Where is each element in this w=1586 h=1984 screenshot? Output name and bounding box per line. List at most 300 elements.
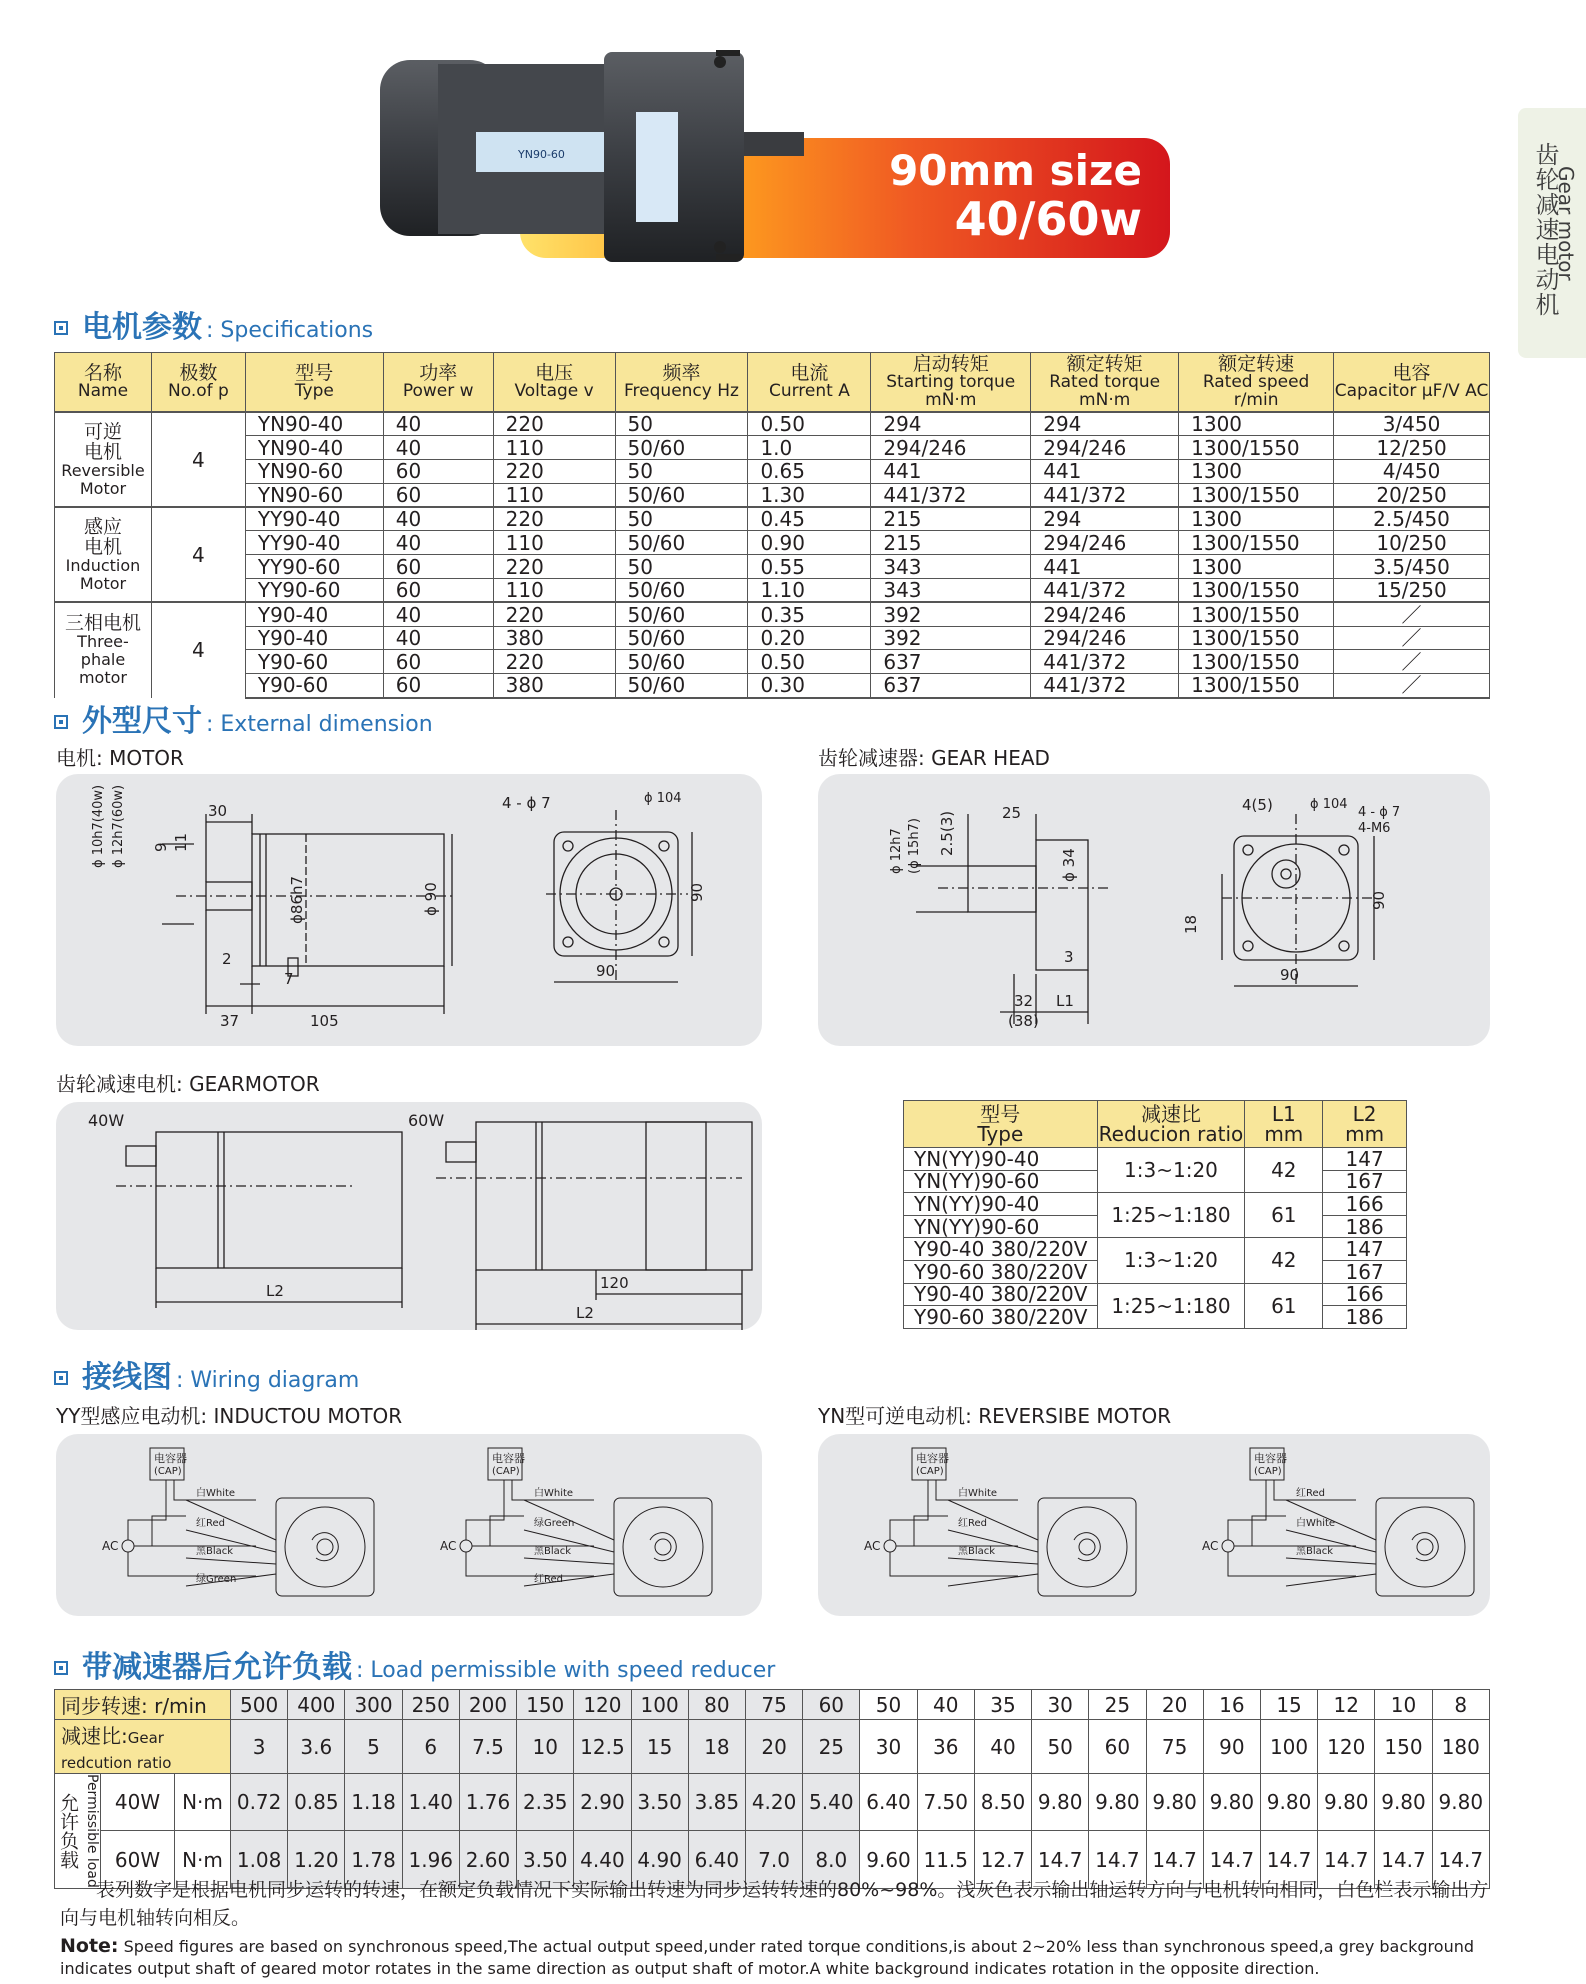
spec-cell: 50: [615, 412, 748, 436]
spec-cell: 15/250: [1334, 579, 1490, 603]
spec-header-cn: 频率: [662, 362, 701, 384]
gearhead-drawing-panel: [818, 774, 1490, 1046]
spec-header-en: Type: [294, 381, 334, 401]
wire-2-label: 红Red: [196, 1518, 225, 1529]
spec-cell: 294/246: [1031, 436, 1179, 460]
load-torque: 3.50: [631, 1774, 688, 1831]
spec-cell: 1300: [1179, 555, 1334, 579]
spec-cell: 40: [383, 626, 493, 650]
spec-cell: YN90-60: [245, 483, 383, 507]
ratio-header-en: Type: [977, 1122, 1024, 1146]
spec-header-en: Current A: [768, 381, 850, 401]
spec-header-en: Rated speed r/min: [1202, 372, 1310, 410]
load-torque: 8.50: [974, 1774, 1031, 1831]
section-specs-cn: 电机参数: [82, 310, 202, 345]
wiring-panel-yn: [818, 1434, 1490, 1616]
spec-cell: ／: [1334, 674, 1490, 698]
wire-2-label: 红Red: [958, 1518, 987, 1529]
gearhead-drawing: [818, 774, 1490, 1046]
note-text: Speed figures are based on synchronous speed,The actual output speed,under rated torque conditions,is about 2~20% less than synchronous speed,a grey background indicates output shaft of geared motor rotates in the same direction as output shaft of motor.A white background indicates rotation in the opposite direction.: [60, 1937, 1475, 1978]
load-torque: 9.80: [1203, 1774, 1260, 1831]
spec-header-cell: [1179, 353, 1334, 413]
spec-cell: 441: [1031, 555, 1179, 579]
ratio-value: 1:25~1:180: [1097, 1193, 1245, 1238]
spec-cell: 441/372: [1031, 674, 1179, 698]
spec-group-name: [55, 412, 152, 507]
spec-cell: 40: [383, 602, 493, 626]
spec-row: [55, 460, 1490, 484]
section-dimension-cn: 外型尺寸: [82, 704, 202, 739]
load-ratio: 18: [688, 1720, 745, 1774]
spec-poles: 4: [151, 602, 245, 697]
hero-power: 40/60w: [954, 192, 1142, 246]
spec-cell: 0.65: [748, 460, 871, 484]
motor-dim-d2: ϕ 12h7(60w): [111, 784, 126, 868]
spec-cell: 60: [383, 555, 493, 579]
spec-row: [55, 626, 1490, 650]
wiring-svg: [1156, 1434, 1496, 1616]
spec-cell: 40: [383, 412, 493, 436]
load-ratio: 6: [402, 1720, 459, 1774]
load-ratio: 10: [517, 1720, 574, 1774]
motor-dim-h: 105: [310, 1012, 339, 1030]
load-ratio: 15: [631, 1720, 688, 1774]
load-torque: 14.7: [1203, 1831, 1260, 1888]
spec-cell: YN90-60: [245, 460, 383, 484]
load-permissible-wrap: [55, 1774, 100, 1888]
load-torque: 7.0: [745, 1831, 802, 1888]
load-speed: 120: [574, 1690, 631, 1720]
spec-cell: 441/372: [1031, 579, 1179, 603]
spec-table: [54, 352, 1490, 699]
spec-header-cell: [871, 353, 1031, 413]
ratio-type: Y90-40 380/220V: [904, 1238, 1098, 1261]
cap-label-en: (CAP): [492, 1466, 520, 1477]
load-torque: 14.7: [1146, 1831, 1203, 1888]
spec-cell: 1.30: [748, 483, 871, 507]
spec-cell: 12/250: [1334, 436, 1490, 460]
spec-header-cn: 额定转速: [1218, 353, 1295, 375]
spec-cell: 50/60: [615, 579, 748, 603]
spec-cell: 294: [1031, 412, 1179, 436]
spec-header-cell: [1031, 353, 1179, 413]
ratio-l2: 166: [1323, 1193, 1407, 1216]
load-torque: 2.35: [517, 1774, 574, 1831]
spec-cell: 2.5/450: [1334, 507, 1490, 531]
spec-cell: 1300/1550: [1179, 650, 1334, 674]
note-label: Note:: [60, 1935, 119, 1957]
load-speed: 100: [631, 1690, 688, 1720]
section-specs: [54, 302, 373, 346]
load-torque: 2.60: [459, 1831, 516, 1888]
group-name-cn1: 感应: [83, 515, 122, 538]
spec-cell: 60: [383, 579, 493, 603]
load-torque: 14.7: [1318, 1831, 1375, 1888]
load-speed: 50: [860, 1690, 917, 1720]
load-torque: 3.85: [688, 1774, 745, 1831]
load-ratio: 25: [803, 1720, 860, 1774]
spec-cell: 0.50: [748, 412, 871, 436]
spec-cell: Y90-40: [245, 602, 383, 626]
load-speed: 10: [1375, 1690, 1432, 1720]
ratio-header-en: Reducion ratio: [1098, 1122, 1244, 1146]
spec-cell: 392: [871, 626, 1031, 650]
spec-header-cell: [493, 353, 615, 413]
wire-3-label: 黑Black: [196, 1546, 234, 1557]
gear-dim-c: ϕ 34: [1060, 848, 1078, 882]
spec-row: [55, 436, 1490, 460]
wiring-svg: [818, 1434, 1158, 1616]
spec-cell: 1300/1550: [1179, 626, 1334, 650]
ratio-type: YN(YY)90-40: [904, 1148, 1098, 1171]
spec-cell: 215: [871, 507, 1031, 531]
load-table: [54, 1689, 1490, 1889]
group-name-cn1: 可逆: [83, 420, 122, 443]
load-permissible-label: [55, 1774, 101, 1889]
load-permissible-cn: 允许负载: [57, 1792, 79, 1869]
spec-header-cell: [55, 353, 152, 413]
ratio-header-cn: 型号: [980, 1102, 1021, 1126]
load-torque: 9.80: [1260, 1774, 1317, 1831]
load-ratio: 120: [1318, 1720, 1375, 1774]
motor-drawing: [56, 774, 762, 1046]
load-speed: 35: [974, 1690, 1031, 1720]
gear-dim-side: 90: [1370, 890, 1388, 910]
ratio-value: 1:3~1:20: [1097, 1238, 1245, 1283]
section-wiring-cn: 接线图: [82, 1360, 172, 1395]
load-ratio: 3: [231, 1720, 288, 1774]
motor-nameplate: YN90-60: [518, 148, 565, 161]
group-name-en1: Induction: [65, 555, 141, 575]
group-name-cn2: 电机: [83, 535, 122, 558]
spec-cell: 50/60: [615, 626, 748, 650]
load-speed: 12: [1318, 1690, 1375, 1720]
load-torque: 1.18: [345, 1774, 402, 1831]
section-dimension-en: : External dimension: [206, 712, 433, 737]
spec-row: [55, 483, 1490, 507]
spec-cell: 294: [1031, 507, 1179, 531]
load-torque: 14.7: [1375, 1831, 1432, 1888]
spec-cell: 4/450: [1334, 460, 1490, 484]
load-torque: 14.7: [1432, 1831, 1489, 1888]
ratio-type: YN(YY)90-60: [904, 1170, 1098, 1193]
load-speed-label: 同步转速: r/min: [55, 1690, 231, 1720]
cap-label-en: (CAP): [154, 1466, 182, 1477]
ratio-header-cell: [1097, 1101, 1245, 1148]
wire-1-label: 红Red: [1296, 1488, 1325, 1499]
spec-cell: 50: [615, 460, 748, 484]
load-torque: 1.78: [345, 1831, 402, 1888]
spec-cell: 50/60: [615, 650, 748, 674]
spec-cell: 220: [493, 507, 615, 531]
spec-cell: Y90-60: [245, 650, 383, 674]
spec-cell: 0.30: [748, 674, 871, 698]
spec-cell: 0.50: [748, 650, 871, 674]
ratio-value: 1:25~1:180: [1097, 1283, 1245, 1328]
spec-cell: 1300/1550: [1179, 483, 1334, 507]
ratio-header-en: mm: [1345, 1122, 1385, 1146]
load-ratio: 75: [1146, 1720, 1203, 1774]
spec-cell: 220: [493, 460, 615, 484]
load-torque: 3.50: [517, 1831, 574, 1888]
spec-header-cn: 电压: [535, 362, 574, 384]
section-wiring-en: : Wiring diagram: [176, 1368, 360, 1393]
load-speed: 8: [1432, 1690, 1489, 1720]
load-torque: 6.40: [860, 1774, 917, 1831]
load-torque: 0.72: [231, 1774, 288, 1831]
spec-header-row: [55, 353, 1490, 413]
ratio-row: [904, 1238, 1407, 1261]
wire-3-label: 黑Black: [1296, 1546, 1334, 1557]
load-speed: 300: [345, 1690, 402, 1720]
spec-row: [55, 579, 1490, 603]
ratio-value: 1:3~1:20: [1097, 1148, 1245, 1193]
load-torque: 9.80: [1089, 1774, 1146, 1831]
spec-header-cell: [748, 353, 871, 413]
spec-cell: 10/250: [1334, 531, 1490, 555]
spec-body: [55, 412, 1490, 698]
spec-cell: 50/60: [615, 483, 748, 507]
load-torque: 12.7: [974, 1831, 1031, 1888]
load-speed: 500: [231, 1690, 288, 1720]
cap-label-cn: 电容器: [1254, 1452, 1287, 1465]
load-ratio: 180: [1432, 1720, 1489, 1774]
cap-label-cn: 电容器: [492, 1452, 525, 1465]
group-name-en2: Motor: [79, 573, 127, 593]
load-ratio: 100: [1260, 1720, 1317, 1774]
group-name-en2: motor: [78, 668, 127, 688]
ratio-l1: 42: [1245, 1238, 1323, 1283]
spec-row: [55, 412, 1490, 436]
spec-cell: 0.45: [748, 507, 871, 531]
ratio-type: YN(YY)90-60: [904, 1215, 1098, 1238]
gear-dim-a: 2.5(3): [938, 810, 956, 856]
load-torque: 14.7: [1089, 1831, 1146, 1888]
gear-dim-e: 32: [1014, 992, 1034, 1010]
ratio-l1: 61: [1245, 1283, 1323, 1328]
spec-cell: 40: [383, 436, 493, 460]
load-body: [55, 1690, 1490, 1889]
load-speed: 40: [917, 1690, 974, 1720]
spec-cell: 110: [493, 531, 615, 555]
spec-cell: 40: [383, 507, 493, 531]
spec-header-cell: [151, 353, 245, 413]
ac-label: AC: [440, 1539, 457, 1553]
note-cn: 表列数字是根据电机同步运转的转速，在额定负载情况下实际输出转速为同步运转转速的80%~98%。浅灰色表示输出轴运转方向与电机转向相同，白色栏表示输出方向与电机轴转向相反。: [60, 1879, 1489, 1929]
spec-cell: 40: [383, 531, 493, 555]
section-bullet-icon: [54, 1661, 68, 1675]
wire-4-label: 绿Green: [196, 1574, 237, 1585]
spec-cell: 50/60: [615, 602, 748, 626]
ratio-l2: 167: [1323, 1170, 1407, 1193]
spec-cell: YN90-40: [245, 412, 383, 436]
motor-dim-f: 7: [284, 970, 294, 988]
spec-cell: 1300/1550: [1179, 579, 1334, 603]
spec-header-cn: 功率: [419, 362, 458, 384]
spec-cell: 20/250: [1334, 483, 1490, 507]
motor-photo: [378, 42, 858, 278]
spec-header-cn: 额定转矩: [1066, 353, 1143, 375]
spec-cell: 110: [493, 579, 615, 603]
cap-label-en: (CAP): [916, 1466, 944, 1477]
load-ratio: 20: [745, 1720, 802, 1774]
ratio-l2: 186: [1323, 1306, 1407, 1329]
load-speed: 80: [688, 1690, 745, 1720]
spec-cell: 1300/1550: [1179, 674, 1334, 698]
spec-cell: 0.90: [748, 531, 871, 555]
gear-dim-l1: L1: [1056, 992, 1074, 1010]
spec-cell: 294/246: [1031, 602, 1179, 626]
spec-cell: 0.55: [748, 555, 871, 579]
spec-header-cn: 极数: [179, 362, 218, 384]
spec-cell: 0.20: [748, 626, 871, 650]
gear-dim-d2: (ϕ 15h7): [907, 818, 922, 874]
spec-cell: 1300: [1179, 412, 1334, 436]
gear-dim-w: 90: [1280, 966, 1300, 984]
spec-cell: YY90-60: [245, 579, 383, 603]
wiring-diagram-yn-1: [818, 1434, 1158, 1620]
spec-row: [55, 531, 1490, 555]
spec-poles: 4: [151, 507, 245, 602]
spec-cell: 343: [871, 579, 1031, 603]
motor-dim-holes: 4 - ϕ 7: [502, 794, 551, 812]
spec-cell: 0.35: [748, 602, 871, 626]
note-en: [60, 1935, 1500, 1980]
gearmotor-drawing: [56, 1102, 762, 1330]
load-permissible-en: Permissible load: [84, 1774, 100, 1888]
spec-cell: 441/372: [871, 483, 1031, 507]
load-torque: 11.5: [917, 1831, 974, 1888]
load-speed: 25: [1089, 1690, 1146, 1720]
wire-1-label: 白White: [196, 1488, 236, 1499]
load-ratio: 30: [860, 1720, 917, 1774]
load-speed: 16: [1203, 1690, 1260, 1720]
spec-cell: 220: [493, 412, 615, 436]
ratio-header-row: [904, 1101, 1407, 1148]
gear-dim-pcd: ϕ 104: [1310, 797, 1348, 812]
spec-header-cn: 启动转矩: [912, 353, 989, 375]
ac-label: AC: [864, 1539, 881, 1553]
section-dimension: [54, 696, 433, 740]
motor-dim-g: 37: [220, 1012, 240, 1030]
section-bullet-icon: [54, 1371, 68, 1385]
spec-cell: Y90-40: [245, 626, 383, 650]
load-ratio: 60: [1089, 1720, 1146, 1774]
spec-row: [55, 650, 1490, 674]
load-ratio-row: [55, 1720, 1490, 1774]
side-tab-cn: 齿轮减速电动机: [1531, 142, 1559, 317]
load-ratio: 36: [917, 1720, 974, 1774]
spec-cell: 294/246: [871, 436, 1031, 460]
wiring-svg: [394, 1434, 734, 1616]
spec-cell: 220: [493, 555, 615, 579]
spec-cell: 3.5/450: [1334, 555, 1490, 579]
spec-cell: 441/372: [1031, 650, 1179, 674]
load-torque: 7.50: [917, 1774, 974, 1831]
section-specs-en: : Specifications: [206, 318, 374, 343]
gm-60w: 60W: [408, 1111, 445, 1130]
wiring-svg: [56, 1434, 396, 1616]
motor-dim-w: 90: [596, 962, 616, 980]
group-name-en1: Reversible: [61, 460, 145, 480]
load-torque: 1.08: [231, 1831, 288, 1888]
cap-label-cn: 电容器: [916, 1452, 949, 1465]
load-speed: 15: [1260, 1690, 1317, 1720]
yy-motor-label: YY型感应电动机: INDUCTOU MOTOR: [56, 1404, 403, 1428]
load-torque: 1.20: [288, 1831, 345, 1888]
spec-cell: YN90-40: [245, 436, 383, 460]
motor-dim-d1: ϕ 10h7(40w): [91, 784, 106, 868]
load-speed: 400: [288, 1690, 345, 1720]
gm-l2b: L2: [576, 1304, 594, 1322]
spec-cell: 1300: [1179, 507, 1334, 531]
spec-header-en: Voltage v: [514, 381, 594, 401]
gear-dim-holes: 4 - ϕ 7: [1358, 805, 1401, 820]
spec-cell: ／: [1334, 626, 1490, 650]
spec-header-cn: 型号: [295, 362, 334, 384]
load-torque: 8.0: [803, 1831, 860, 1888]
ratio-row: [904, 1193, 1407, 1216]
load-torque: 1.96: [402, 1831, 459, 1888]
gearhead-label: 齿轮减速器: GEAR HEAD: [818, 746, 1050, 770]
ac-label: AC: [102, 1539, 119, 1553]
wire-1-label: 白White: [534, 1488, 574, 1499]
ratio-l1: 61: [1245, 1193, 1323, 1238]
load-torque: 1.40: [402, 1774, 459, 1831]
gear-dim-f: (38): [1008, 1012, 1039, 1030]
spec-cell: 294: [871, 412, 1031, 436]
spec-header-cn: 名称: [83, 362, 122, 384]
hero-size: 90mm size: [889, 146, 1142, 195]
wiring-diagram-yy-1: [56, 1434, 396, 1620]
load-torque: 9.80: [1318, 1774, 1375, 1831]
gearmotor-label: 齿轮减速电机: GEARMOTOR: [56, 1072, 320, 1096]
motor-dim-b: 9: [152, 842, 170, 852]
load-ratio: 40: [974, 1720, 1031, 1774]
spec-cell: 343: [871, 555, 1031, 579]
ratio-header-cn: L2: [1352, 1102, 1377, 1126]
load-ratio: 5: [345, 1720, 402, 1774]
motor-drawing-panel: [56, 774, 762, 1046]
load-ratio: 90: [1203, 1720, 1260, 1774]
ratio-l2: 147: [1323, 1238, 1407, 1261]
spec-cell: 220: [493, 650, 615, 674]
wire-3-label: 黑Black: [534, 1546, 572, 1557]
spec-group-name: [55, 602, 152, 697]
ratio-type: Y90-60 380/220V: [904, 1306, 1098, 1329]
load-torque: 0.85: [288, 1774, 345, 1831]
group-name-cn2: 电机: [83, 440, 122, 463]
spec-cell: 380: [493, 674, 615, 698]
section-bullet-icon: [54, 715, 68, 729]
load-torque: 9.60: [860, 1831, 917, 1888]
side-tab: [1518, 108, 1586, 358]
gearmotor-drawing-panel: [56, 1102, 762, 1330]
load-speed-row: [55, 1690, 1490, 1720]
spec-cell: 1300: [1179, 460, 1334, 484]
gear-dim-d: 3: [1064, 948, 1074, 966]
spec-row: [55, 555, 1490, 579]
spec-cell: 441: [871, 460, 1031, 484]
spec-cell: 637: [871, 650, 1031, 674]
ratio-header-en: mm: [1264, 1122, 1304, 1146]
spec-header-en: Name: [77, 381, 129, 401]
ratio-row: [904, 1283, 1407, 1306]
ratio-type: YN(YY)90-40: [904, 1193, 1098, 1216]
spec-header-cell: [615, 353, 748, 413]
gm-40w: 40W: [88, 1111, 125, 1130]
motor-dim-e: 2: [222, 950, 232, 968]
